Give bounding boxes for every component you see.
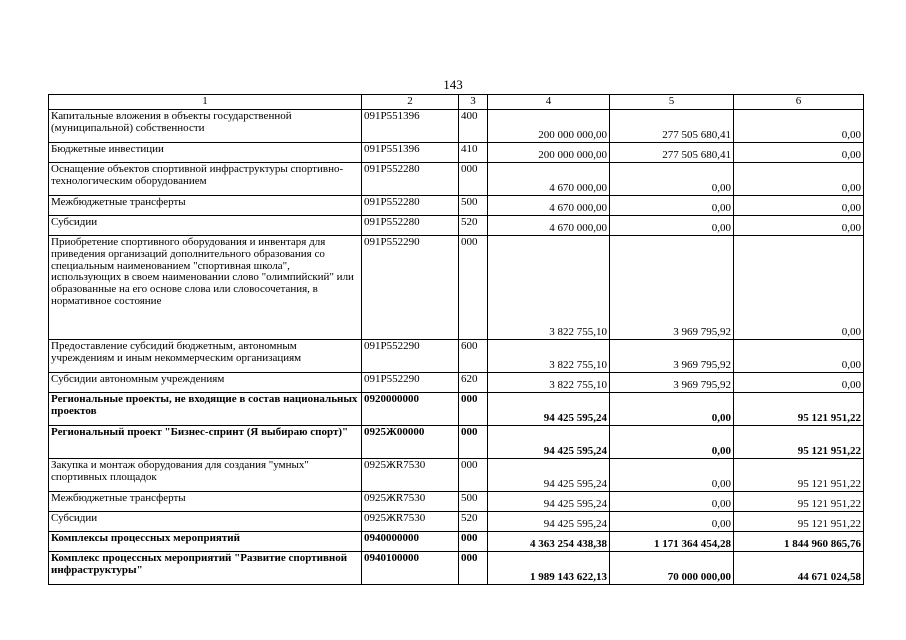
column-header: 4 [488,95,610,110]
budget-table [48,94,864,585]
row-value-6-cell: 0,00 [734,340,864,373]
row-type-cell: 000 [459,426,488,459]
row-value-4-cell: 94 425 595,24 [488,512,610,532]
row-value-4-cell: 94 425 595,24 [488,426,610,459]
row-value-5-cell: 3 969 795,92 [610,236,734,340]
row-value-4-cell: 200 000 000,00 [488,110,610,143]
row-value-6-cell: 95 121 951,22 [734,426,864,459]
column-header: 1 [49,95,362,110]
row-value-6-cell: 44 671 024,58 [734,552,864,585]
row-value-6-cell: 0,00 [734,216,864,236]
row-code-cell: 091P552290 [362,373,459,393]
row-name-cell: Комплексы процессных мероприятий [49,532,362,552]
row-value-4-cell: 94 425 595,24 [488,459,610,492]
row-name-cell: Региональный проект "Бизнес-спринт (Я выбираю спорт)" [49,426,362,459]
row-name-cell: Субсидии [49,512,362,532]
row-type-cell: 400 [459,110,488,143]
row-name-cell: Оснащение объектов спортивной инфраструктуры спортивно-технологическим оборудованием [49,163,362,196]
table-row [49,143,864,163]
row-code-cell: 0925Ж00000 [362,426,459,459]
row-type-cell: 520 [459,216,488,236]
row-value-4-cell: 1 989 143 622,13 [488,552,610,585]
table-row [49,340,864,373]
row-value-4-cell: 3 822 755,10 [488,236,610,340]
row-type-cell: 600 [459,340,488,373]
row-code-cell: 0925ЖR7530 [362,459,459,492]
row-value-6-cell: 0,00 [734,373,864,393]
row-value-5-cell: 0,00 [610,459,734,492]
table-row [49,512,864,532]
row-value-4-cell: 4 670 000,00 [488,216,610,236]
table-row [49,426,864,459]
row-code-cell: 0940000000 [362,532,459,552]
row-code-cell: 091P551396 [362,143,459,163]
row-code-cell: 0920000000 [362,393,459,426]
row-name-cell: Межбюджетные трансферты [49,196,362,216]
row-name-cell: Субсидии [49,216,362,236]
row-value-6-cell: 0,00 [734,236,864,340]
row-value-6-cell: 0,00 [734,143,864,163]
row-value-4-cell: 4 363 254 438,38 [488,532,610,552]
row-value-6-cell: 0,00 [734,110,864,143]
table-row [49,552,864,585]
row-value-6-cell: 0,00 [734,163,864,196]
row-value-5-cell: 0,00 [610,492,734,512]
table-row [49,373,864,393]
row-value-5-cell: 3 969 795,92 [610,340,734,373]
row-code-cell: 091P552280 [362,196,459,216]
row-value-4-cell: 4 670 000,00 [488,196,610,216]
row-code-cell: 091P552280 [362,216,459,236]
row-type-cell: 520 [459,512,488,532]
row-name-cell: Приобретение спортивного оборудования и инвентаря для приведения организаций дополнительного образования со специальным наименованием "спортивная школа", использующих в своем наименовании слово "олимпийский" или образованные на его основе слова или словосочетания, в нормативное состояние [49,236,362,340]
row-value-6-cell: 0,00 [734,196,864,216]
row-type-cell: 500 [459,196,488,216]
row-value-6-cell: 1 844 960 865,76 [734,532,864,552]
row-value-4-cell: 94 425 595,24 [488,492,610,512]
row-type-cell: 000 [459,236,488,340]
row-value-4-cell: 3 822 755,10 [488,373,610,393]
column-header: 3 [459,95,488,110]
table-row [49,459,864,492]
row-type-cell: 410 [459,143,488,163]
row-value-5-cell: 1 171 364 454,28 [610,532,734,552]
table-row [49,492,864,512]
row-value-6-cell: 95 121 951,22 [734,459,864,492]
row-value-6-cell: 95 121 951,22 [734,393,864,426]
row-type-cell: 000 [459,552,488,585]
row-value-5-cell: 0,00 [610,196,734,216]
table-row [49,163,864,196]
table-body [49,110,864,585]
table-row [49,216,864,236]
table-row [49,110,864,143]
row-code-cell: 091P551396 [362,110,459,143]
column-header: 5 [610,95,734,110]
page-number: 143 [443,77,463,92]
row-value-5-cell: 0,00 [610,216,734,236]
row-code-cell: 0925ЖR7530 [362,492,459,512]
row-type-cell: 620 [459,373,488,393]
row-type-cell: 000 [459,393,488,426]
table-row [49,393,864,426]
table-row [49,532,864,552]
row-code-cell: 0940100000 [362,552,459,585]
row-value-5-cell: 0,00 [610,512,734,532]
row-value-4-cell: 4 670 000,00 [488,163,610,196]
column-header-row [49,95,864,110]
row-name-cell: Комплекс процессных мероприятий "Развитие спортивной инфраструктуры" [49,552,362,585]
column-header: 6 [734,95,864,110]
row-value-5-cell: 0,00 [610,426,734,459]
row-value-5-cell: 277 505 680,41 [610,110,734,143]
row-value-4-cell: 200 000 000,00 [488,143,610,163]
row-name-cell: Капитальные вложения в объекты государственной (муниципальной) собственности [49,110,362,143]
row-name-cell: Бюджетные инвестиции [49,143,362,163]
row-code-cell: 091P552280 [362,163,459,196]
row-name-cell: Закупка и монтаж оборудования для создания "умных" спортивных площадок [49,459,362,492]
row-value-4-cell: 94 425 595,24 [488,393,610,426]
table-row [49,196,864,216]
row-type-cell: 000 [459,163,488,196]
row-type-cell: 500 [459,492,488,512]
row-type-cell: 000 [459,532,488,552]
row-name-cell: Региональные проекты, не входящие в состав национальных проектов [49,393,362,426]
row-name-cell: Субсидии автономным учреждениям [49,373,362,393]
row-name-cell: Предоставление субсидий бюджетным, автономным учреждениям и иным некоммерческим организациям [49,340,362,373]
row-code-cell: 0925ЖR7530 [362,512,459,532]
row-value-5-cell: 277 505 680,41 [610,143,734,163]
row-value-6-cell: 95 121 951,22 [734,512,864,532]
row-value-5-cell: 0,00 [610,163,734,196]
table-row [49,236,864,340]
row-value-5-cell: 70 000 000,00 [610,552,734,585]
row-value-4-cell: 3 822 755,10 [488,340,610,373]
row-name-cell: Межбюджетные трансферты [49,492,362,512]
column-header: 2 [362,95,459,110]
row-value-5-cell: 3 969 795,92 [610,373,734,393]
row-value-6-cell: 95 121 951,22 [734,492,864,512]
row-value-5-cell: 0,00 [610,393,734,426]
row-code-cell: 091P552290 [362,236,459,340]
row-code-cell: 091P552290 [362,340,459,373]
row-type-cell: 000 [459,459,488,492]
